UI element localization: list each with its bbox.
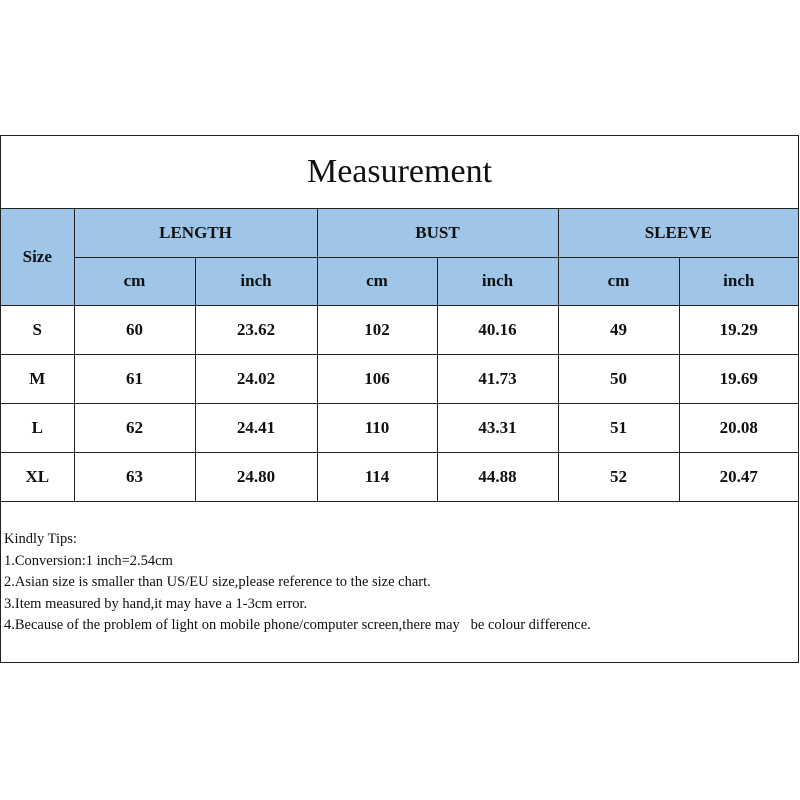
tip-item: 1.Conversion:1 inch=2.54cm [4, 552, 173, 569]
table-cell: 40.16 [437, 305, 558, 354]
size-column-header: Size [1, 209, 74, 305]
table-cell: 24.80 [195, 452, 317, 501]
unit-header: cm [74, 257, 195, 305]
measurement-table [1, 209, 798, 502]
bust-header: BUST [317, 209, 558, 257]
table-cell: 50 [558, 354, 679, 403]
table-cell: 102 [317, 305, 437, 354]
kindly-tips [4, 529, 794, 637]
table-cell: 63 [74, 452, 195, 501]
sleeve-header: SLEEVE [558, 209, 798, 257]
size-cell: XL [1, 452, 74, 501]
size-cell: S [1, 305, 74, 354]
table-cell: 19.69 [679, 354, 798, 403]
table-cell: 23.62 [195, 305, 317, 354]
table-cell: 61 [74, 354, 195, 403]
table-cell: 19.29 [679, 305, 798, 354]
table-cell: 114 [317, 452, 437, 501]
table-cell: 110 [317, 403, 437, 452]
size-cell: L [1, 403, 74, 452]
table-cell: 24.41 [195, 403, 317, 452]
table-unit-row [1, 257, 798, 305]
table-cell: 49 [558, 305, 679, 354]
page-title: Measurement [1, 136, 798, 209]
table-cell: 60 [74, 305, 195, 354]
table-cell: 20.47 [679, 452, 798, 501]
unit-header: cm [558, 257, 679, 305]
table-cell: 24.02 [195, 354, 317, 403]
table-cell: 20.08 [679, 403, 798, 452]
unit-header: inch [437, 257, 558, 305]
table-row [1, 305, 798, 354]
tips-heading: Kindly Tips: [4, 531, 77, 547]
table-cell: 52 [558, 452, 679, 501]
table-cell: 43.31 [437, 403, 558, 452]
table-cell: 41.73 [437, 354, 558, 403]
tip-item: 4.Because of the problem of light on mobile phone/computer screen,there may be colour difference. [4, 617, 591, 633]
table-row [1, 354, 798, 403]
length-header: LENGTH [74, 209, 317, 257]
size-cell: M [1, 354, 74, 403]
size-chart [0, 135, 799, 663]
table-cell: 106 [317, 354, 437, 403]
table-row [1, 452, 798, 501]
unit-header: inch [195, 257, 317, 305]
table-header-row [1, 209, 798, 257]
tip-item: 2.Asian size is smaller than US/EU size,please reference to the size chart. [4, 574, 431, 590]
table-cell: 51 [558, 403, 679, 452]
unit-header: cm [317, 257, 437, 305]
tip-item: 3.Item measured by hand,it may have a 1-3cm error. [4, 595, 308, 612]
table-cell: 44.88 [437, 452, 558, 501]
unit-header: inch [679, 257, 798, 305]
table-row [1, 403, 798, 452]
table-cell: 62 [74, 403, 195, 452]
